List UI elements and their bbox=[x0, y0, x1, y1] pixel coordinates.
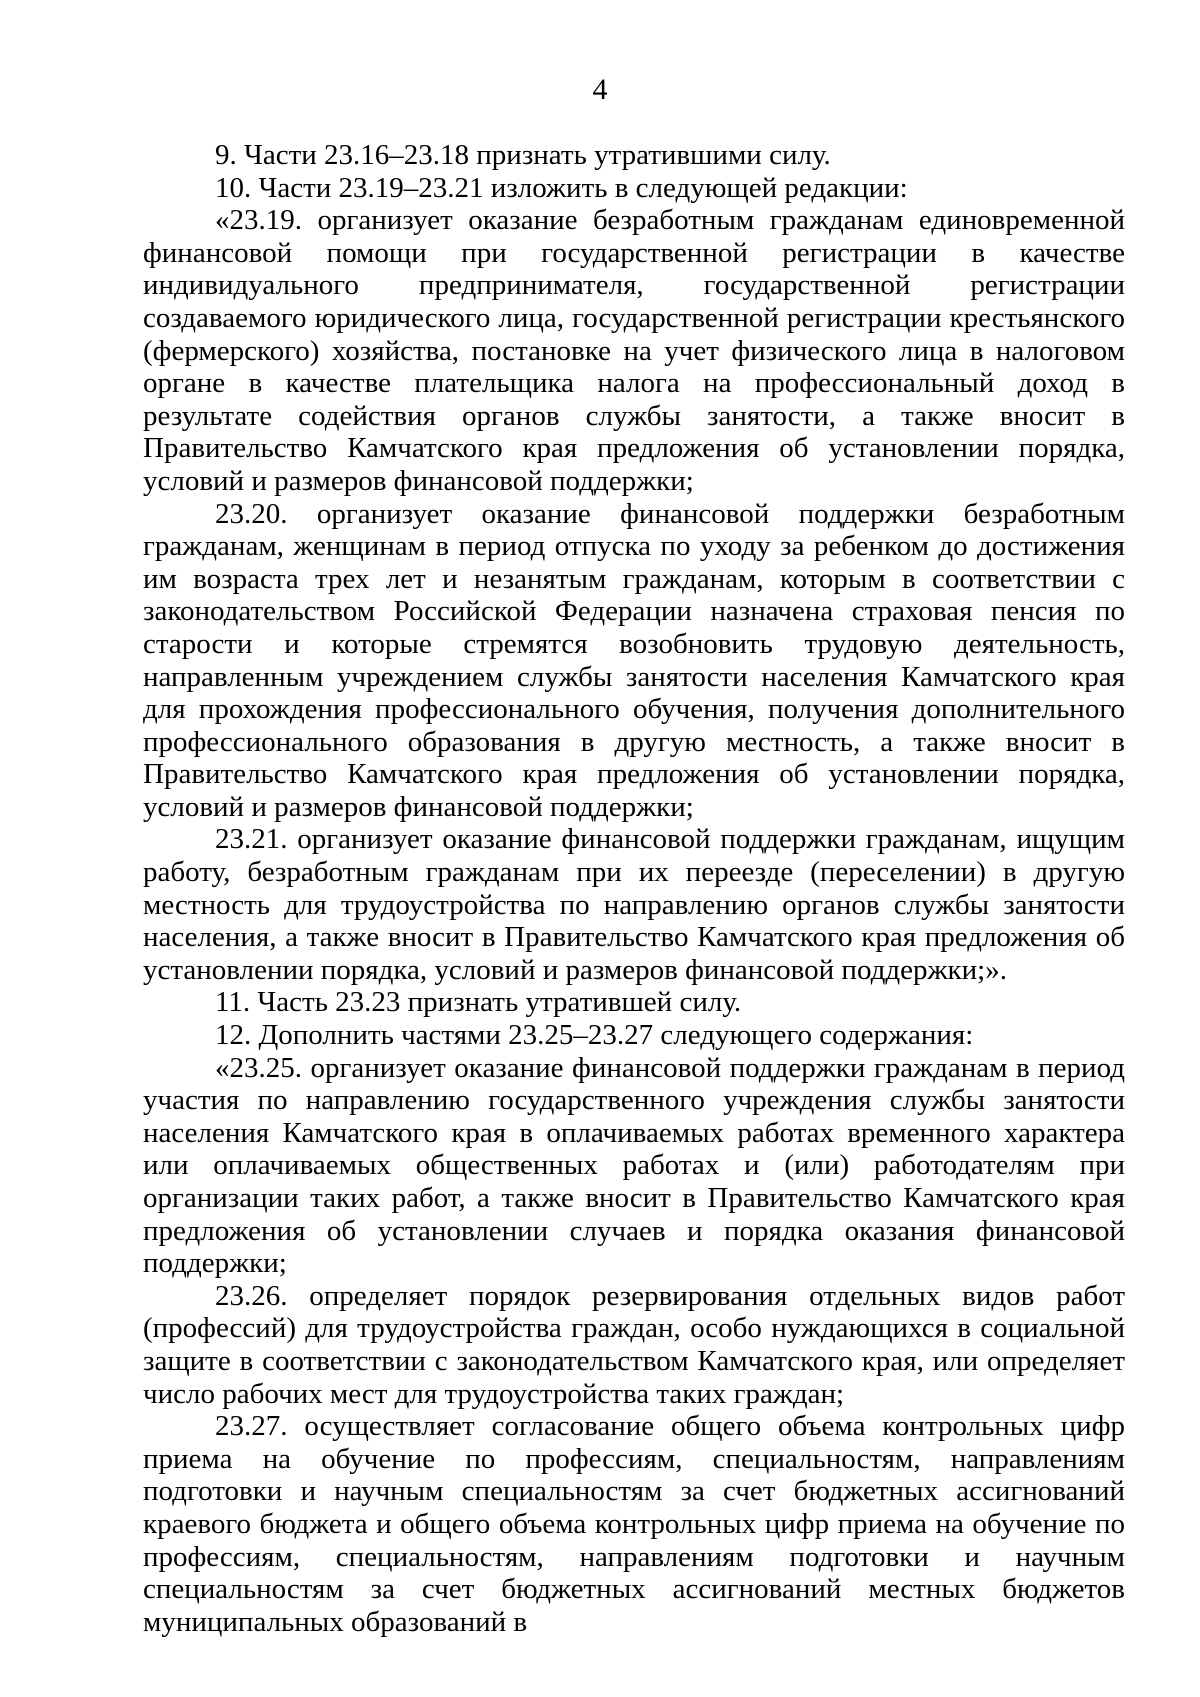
paragraph-23-19: «23.19. организует оказание безработным гражданам единовременной финансовой помощи при государственной регистрации в качестве индивидуального предпринимателя, государственной регистрации создаваемого юридического лица, государственной регистрации крестьянского (фермерского) хозяйства, постановке на учет физического лица в налоговом органе в качестве плательщика налога на профессиональный доход в результате содействия органов службы занятости, а также вносит в Правительство Камчатского края предложения об установлении порядка, условий и размеров финансовой поддержки; bbox=[143, 204, 1125, 497]
document-body bbox=[143, 139, 1125, 1638]
paragraph-23-26: 23.26. определяет порядок резервирования отдельных видов работ (профессий) для трудоустройства граждан, особо нуждающихся в социальной защите в соответствии с законодательством Камчатского края, или определяет число рабочих мест для трудоустройства таких граждан; bbox=[143, 1279, 1125, 1410]
paragraph-item-11: 11. Часть 23.23 признать утратившей силу. bbox=[215, 986, 742, 1019]
paragraph-item-10: 10. Части 23.19–23.21 изложить в следующей редакции: bbox=[215, 171, 908, 204]
page-number: 4 bbox=[592, 73, 608, 106]
paragraph-23-25: «23.25. организует оказание финансовой поддержки гражданам в период участия по направлению государственного учреждения службы занятости населения Камчатского края в оплачиваемых работах временного характера или оплачиваемых общественных работах и (или) работодателям при организации таких работ, а также вносит в Правительство Камчатского края предложения об установлении случаев и порядка оказания финансовой поддержки; bbox=[143, 1051, 1125, 1280]
paragraph-item-12: 12. Дополнить частями 23.25–23.27 следующего содержания: bbox=[215, 1019, 974, 1052]
paragraph-23-21: 23.21. организует оказание финансовой поддержки гражданам, ищущим работу, безработным гражданам при их переезде (переселении) в другую местность для трудоустройства по направлению органов службы занятости населения, а также вносит в Правительство Камчатского края предложения об установлении порядка, условий и размеров финансовой поддержки;». bbox=[143, 823, 1125, 986]
paragraph-item-9: 9. Части 23.16–23.18 признать утратившими силу. bbox=[215, 139, 831, 171]
paragraph-23-27: 23.27. осуществляет согласование общего объема контрольных цифр приема на обучение по профессиям, специальностям, направлениям подготовки и научным специальностям за счет бюджетных ассигнований краевого бюджета и общего объема контрольных цифр приема на обучение по профессиям, специальностям, направлениям подготовки и научным специальностям за счет бюджетных ассигнований местных бюджетов муниципальных образований в bbox=[143, 1410, 1125, 1638]
paragraph-23-20: 23.20. организует оказание финансовой поддержки безработным гражданам, женщинам в период отпуска по уходу за ребенком до достижения им возраста трех лет и незанятым гражданам, которым в соответствии с законодательством Российской Федерации назначена страховая пенсия по старости и которые стремятся возобновить трудовую деятельность, направленным учреждением службы занятости населения Камчатского края для прохождения профессионального обучения, получения дополнительного профессионального образования в другую местность, а также вносит в Правительство Камчатского края предложения об установлении порядка, условий и размеров финансовой поддержки; bbox=[143, 497, 1125, 823]
